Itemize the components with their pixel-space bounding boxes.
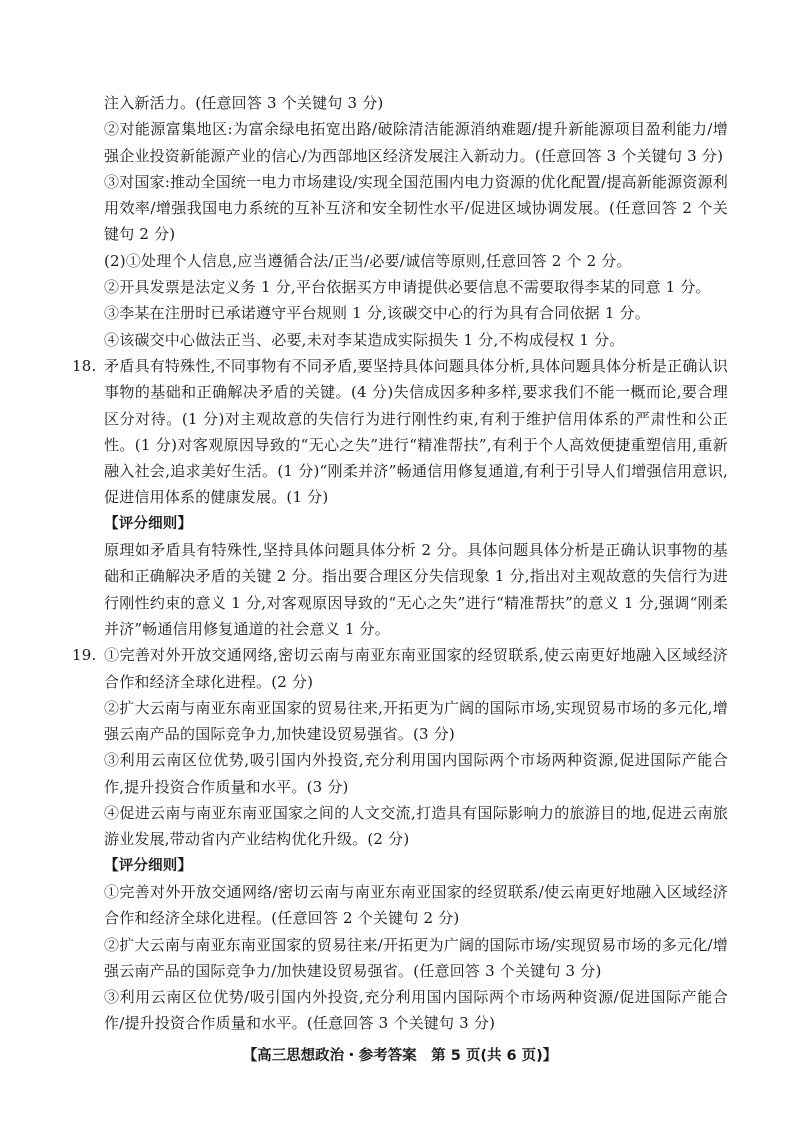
answer-line: 注入新活力。(任意回答 3 个关键句 3 分) [104,94,384,112]
question-number: 19. [72,646,97,665]
answer-content [72,90,728,1037]
question-number: 18. [72,356,97,375]
answer-line: ②开具发票是法定义务 1 分,平台依据买方申请提供必要信息不需要取得李某的同意 1 分。 [104,278,711,297]
question-18-text: 矛盾具有特殊性,不同事物有不同矛盾,要坚持具体问题具体分析,具体问题具体分析是正确认识事物的基础和正确解决矛盾的关键。(4 分)失信成因多种多样,要求我们不能一概而论,要合理区分对待。(1 分)对主观故意的失信行为进行刚性约束,有利于维护信用体系的严肃性和公正性。(1 分)对客观原因导致的“无心之失”进行“精准帮扶”,有利于个人高效便捷重塑信用,重新融入社会,追求美好生活。(1 分)“刚柔并济”畅通信用修复通道,有利于引导人们增强信用意识,促进信用体系的健康发展。(1 分) [104,356,728,507]
answer-line: ②对能源富集地区:为富余绿电拓宽出路/破除清洁能源消纳难题/提升新能源项目盈利能力/增强企业投资新能源产业的信心/为西部地区经济发展注入新动力。(任意回答 3 个关键句 3 分) [104,120,728,165]
question-19-answer [72,642,728,695]
answer-line: ③李某在注册时已承诺遵守平台规则 1 分,该碳交中心的行为具有合同依据 1 分。 [104,304,650,323]
question-18-answer [72,353,728,511]
rubric-point-3: ③利用云南区位优势/吸引国内外投资,充分利用国内国际两个市场两种资源/促进国际产能合作/提升投资合作质量和水平。(任意回答 3 个关键句 3 分) [104,988,728,1033]
question-19-point-3: ③利用云南区位优势,吸引国内外投资,充分利用国内国际两个市场两种资源,促进国际产能合作,提升投资合作质量和水平。(3 分) [104,751,728,796]
question-19-point-4: ④促进云南与南亚东南亚国家之间的人文交流,打造具有国际影响力的旅游目的地,促进云南旅游业发展,带动省内产业结构优化升级。(2 分) [104,804,728,849]
rubric-point-2: ②扩大云南与南亚东南亚国家的贸易往来/开拓更为广阔的国际市场/实现贸易市场的多元化/增强云南产品的国际竞争力/加快建设贸易强省。(任意回答 3 个关键句 3 分) [104,935,728,980]
rubric-point-1: ①完善对外开放交通网络/密切云南与南亚东南亚国家的经贸联系/使云南更好地融入区域经济合作和经济全球化进程。(任意回答 2 个关键句 2 分) [104,882,728,928]
answer-line: ④该碳交中心做法正当、必要,未对李某造成实际损失 1 分,不构成侵权 1 分。 [104,330,625,349]
question-19-point-2: ②扩大云南与南亚东南亚国家的贸易往来,开拓更为广阔的国际市场,实现贸易市场的多元化,增强云南产品的国际竞争力,加快建设贸易强省。(3 分) [104,698,728,744]
answer-line: (2)①处理个人信息,应当遵循合法/正当/必要/诚信等原则,任意回答 2 个 2 分。 [104,251,632,270]
question-19-point-1: ①完善对外开放交通网络,密切云南与南亚东南亚国家的经贸联系,使云南更好地融入区域经济合作和经济全球化进程。(2 分) [104,646,728,691]
rubric-heading: 【评分细则】 [104,515,193,532]
answer-line: ③对国家:推动全国统一电力市场建设/实现全国范围内电力资源的优化配置/提高新能源资源利用效率/增强我国电力系统的互补互济和安全韧性水平/促进区域协调发展。(任意回答 2 个关键句 2 分) [104,172,728,244]
rubric-text: 原理如矛盾具有特殊性,坚持具体问题具体分析 2 分。具体问题具体分析是正确认识事物的基础和正确解决矛盾的关键 2 分。指出要合理区分失信现象 1 分,指出对主观故意的失信行为进行刚性约束的意义 1 分,对客观原因导致的“无心之失”进行“精准帮扶”的意义 1 分,强调“刚柔并济”畅通信用修复通道的社会意义 1 分。 [104,541,728,638]
page-footer: 【高三思想政治・参考答案 第 5 页(共 6 页)】 [242,1048,558,1064]
rubric-heading: 【评分细则】 [104,857,193,874]
